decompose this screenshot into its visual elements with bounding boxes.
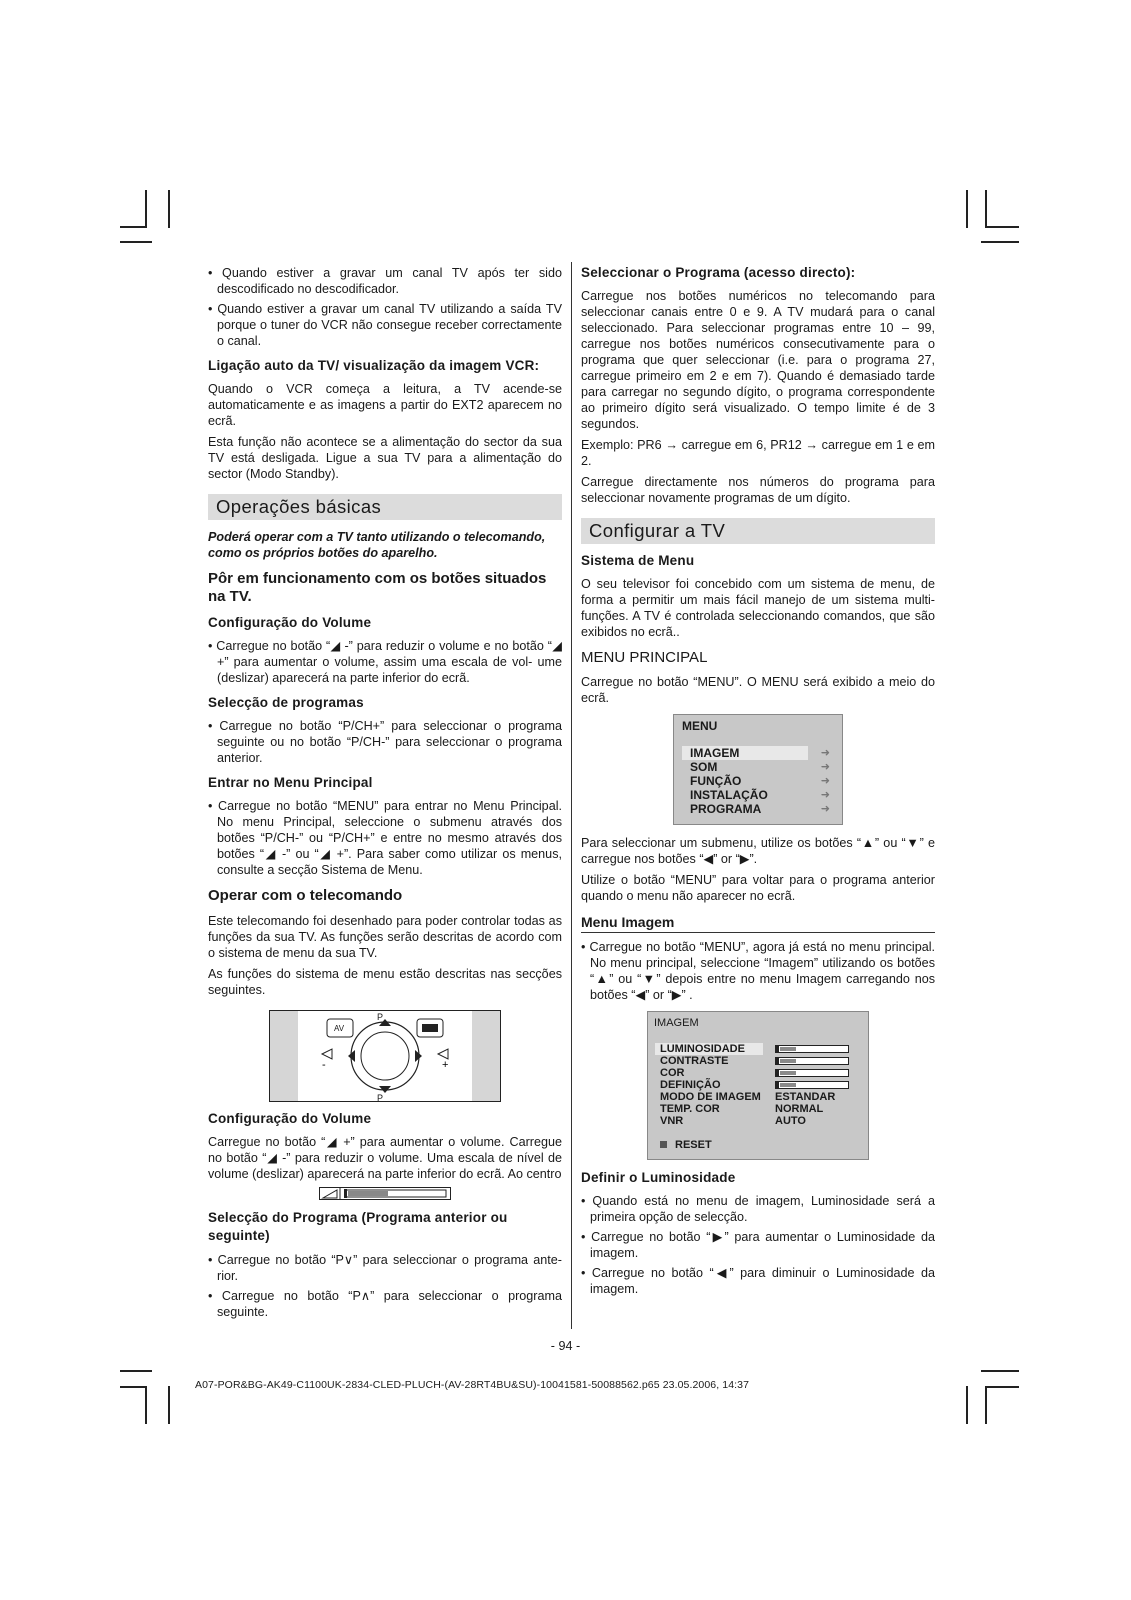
image-menu-label: DEFINIÇÃO [660, 1079, 721, 1091]
reset-row [648, 1137, 868, 1153]
remote-paragraph: As funções do sistema de menu estão descritas nas secções seguintes. [208, 967, 562, 997]
crop-mark [120, 241, 152, 243]
menu-item-instalacao [682, 788, 830, 802]
menu-title: MENU [682, 719, 718, 733]
image-menu-value: AUTO [775, 1115, 806, 1127]
list-item: • Carregue no botão “◀” para diminuir o Luminosidade da imagem. [581, 1266, 935, 1296]
column-divider [571, 262, 572, 1329]
image-menu-illustration [647, 1011, 869, 1160]
menu-item-label: FUNÇÃO [690, 774, 742, 788]
programs-heading: Selecção de programas [208, 695, 364, 710]
remote-heading: Operar com o telecomando [208, 887, 403, 904]
crop-mark [120, 1386, 146, 1388]
level-slider [775, 1057, 849, 1065]
program-select-heading: Selecção do Programa (Programa anterior ou seguinte) [208, 1210, 508, 1243]
list-item: • Carregue no botão “MENU” para entrar no Menu Principal. No menu Principal, seleccione o submenu através dos botões “P/CH-” ou “P/CH+” e entre no mesmo através dos botões “◢ -” ou “◢ +”. Para saber como utilizar os menus, consulte a secção Sistema de Menu. [208, 799, 562, 877]
image-menu-label: CONTRASTE [660, 1055, 729, 1067]
slider-fill [780, 1071, 796, 1075]
slider-knob [776, 1081, 779, 1089]
page-number: - 94 - [550, 1339, 581, 1353]
image-menu-row [648, 1091, 868, 1103]
slider-fill [780, 1059, 796, 1063]
file-info: A07-POR&BG-AK49-C1100UK-2834-CLED-PLUCH-(AV-28RT4BU&SU)-10041581-50088562.p65 23.05.2006, 14:37 [195, 1379, 750, 1391]
menu-item-label: SOM [690, 760, 718, 774]
intro-text: Poderá operar com a TV tanto utilizando o telecomando, como os próprios botões do aparelho. [208, 530, 546, 560]
submenu-paragraph: Para seleccionar um submenu, utilize os botões “▲” ou “▼” e carregue nos botões “◀” or “▶”. [581, 836, 935, 866]
crop-mark [985, 190, 987, 228]
image-menu-row [648, 1043, 868, 1055]
slider-knob [776, 1045, 779, 1053]
main-menu-illustration [673, 714, 843, 825]
crop-mark [985, 1386, 1019, 1388]
volume-scale [319, 1187, 451, 1200]
crop-mark [981, 1370, 1019, 1372]
vcr-paragraph: Quando o VCR começa a leitura, a TV acende-se automaticamente e as imagens a partir do EXT2 aparecem no ecrã. [208, 382, 562, 428]
image-menu-label: TEMP. COR [660, 1103, 720, 1115]
crop-mark [145, 190, 147, 228]
crop-mark [168, 190, 170, 228]
submenu-paragraph: Utilize o botão “MENU” para voltar para o programa anterior quando o menu não aparecer no ecrã. [581, 873, 935, 903]
menu-item-funcao [682, 774, 830, 788]
list-item: • Quando está no menu de imagem, Luminosidade será a primeira opção de selecção. [581, 1194, 935, 1224]
menu-item-label: INSTALAÇÃO [690, 788, 768, 802]
level-slider [775, 1045, 849, 1053]
slider-fill [780, 1083, 796, 1087]
vcr-heading: Ligação auto da TV/ visualização da imagem VCR: [208, 358, 540, 373]
remote-dpad-icon [270, 1011, 500, 1101]
direct-access-heading: Seleccionar o Programa (acesso directo): [581, 265, 856, 280]
image-menu-label: COR [660, 1067, 685, 1079]
slider-fill [780, 1047, 796, 1051]
buttons-heading: Pôr em funcionamento com os botões situados na TV. [208, 570, 547, 605]
crop-mark [145, 1386, 147, 1424]
menu-item-imagem [682, 746, 830, 760]
remote-p-up-label: P [377, 1012, 384, 1022]
image-menu-row [648, 1079, 868, 1091]
volume-scale-icon [320, 1188, 450, 1199]
slider-knob [776, 1057, 779, 1065]
remote-p-down-label: P [377, 1093, 384, 1103]
volume-heading: Configuração do Volume [208, 615, 372, 630]
level-slider [775, 1081, 849, 1089]
vcr-paragraph: Esta função não acontece se a alimentação do sector da sua TV está desligada. Ligue a sua TV para a alimentação do sector (Modo Standby). [208, 435, 562, 481]
menu-imagem-heading: Menu Imagem [581, 914, 935, 933]
list-item: • Carregue no botão “P/CH+” para seleccionar o programa seguinte ou no botão “P/CH-” para seleccionar o programa anterior. [208, 719, 562, 765]
image-menu-label: LUMINOSIDADE [655, 1043, 763, 1055]
crop-mark [985, 1386, 987, 1424]
remote-av-label: AV [334, 1024, 345, 1033]
arrow-right-icon: ➜ [820, 789, 830, 801]
section-title-configurar: Configurar a TV [581, 518, 935, 544]
menu-item-programa [682, 802, 830, 816]
section-title-operacoes: Operações básicas [208, 494, 562, 520]
menu-system-heading: Sistema de Menu [581, 553, 695, 568]
image-menu-title: IMAGEM [654, 1017, 699, 1029]
arrow-right-icon: ➜ [820, 803, 830, 815]
reset-label: RESET [675, 1139, 712, 1151]
list-item: • Carregue no botão “▶” para aumentar o Luminosidade da imagem. [581, 1230, 935, 1260]
list-item: • Quando estiver a gravar um canal TV após ter sido descodificado no descodificador. [208, 266, 562, 296]
direct-paragraph: Carregue nos botões numéricos no telecomando para seleccionar canais entre 0 e 9. A TV mudará para o canal seleccionado. Para seleccionar programas entre 10 – 99, carregue nos botões numéricos consecutivamente para o programa que quer seleccionar (i.e. para o programa 27, carregue primeiro em 2 e em 7). Quando é demasiado tarde para carregar no segundo dígito, o programa correspondente ao primeiro dígito será visualizado. O tempo limite é de 3 segundos. [581, 289, 935, 431]
menu-system-paragraph: O seu televisor foi concebido com um sistema de menu, de forma a permitir um mais fácil manejo de um sistema multi- funções. A TV é controlada seleccionando comandos, que são exibidos no ecrã.. [581, 577, 935, 639]
menu-item-som [682, 760, 830, 774]
image-menu-row [648, 1115, 868, 1127]
crop-mark [120, 226, 146, 228]
volume2-paragraph: Carregue no botão “◢ +” para aumentar o volume. Carregue no botão “◢ -” para reduzir o volume. Uma escala de nível de volume (deslizar) aparecerá na parte inferior do ecrã. Ao centro [208, 1135, 562, 1181]
svg-text:+: + [442, 1059, 449, 1071]
remote-paragraph: Este telecomando foi desenhado para poder controlar todas as funções da sua TV. As funções serão descritas de acordo com o sistema de menu da sua TV. [208, 914, 562, 960]
right-column [581, 265, 935, 1301]
svg-text:-: - [322, 1059, 326, 1071]
arrow-right-icon: ➜ [820, 775, 830, 787]
image-menu-row [648, 1067, 868, 1079]
level-slider [775, 1069, 849, 1077]
arrow-right-icon: ➜ [820, 761, 830, 773]
image-menu-value: ESTANDAR [775, 1091, 836, 1103]
menu-item-label: PROGRAMA [690, 802, 762, 816]
image-menu-value: NORMAL [775, 1103, 824, 1115]
crop-mark [981, 241, 1019, 243]
slider-knob [776, 1069, 779, 1077]
list-item: • Carregue no botão “P∨” para seleccionar o programa ante- rior. [208, 1253, 562, 1283]
arrow-right-icon: ➜ [820, 747, 830, 759]
image-menu-row [648, 1055, 868, 1067]
crop-mark [966, 1386, 968, 1424]
left-column [208, 265, 562, 1324]
direct-paragraph: Exemplo: PR6 → carregue em 6, PR12 → carregue em 1 e em 2. [581, 438, 935, 468]
square-icon [660, 1141, 667, 1148]
luminosity-heading: Definir o Luminosidade [581, 1170, 736, 1185]
menu-item-label: IMAGEM [690, 746, 740, 760]
crop-mark [985, 226, 1019, 228]
crop-mark [120, 1370, 152, 1372]
list-item: • Carregue no botão “MENU”, agora já está no menu principal. No menu principal, seleccione “Imagem” utilizando os botões “▲” ou “▼” depois entre no menu Imagem carregando nos botões “◀” or “▶” . [581, 940, 935, 1002]
volume2-heading: Configuração do Volume [208, 1111, 372, 1126]
crop-mark [168, 1386, 170, 1424]
crop-mark [966, 190, 968, 228]
direct-paragraph: Carregue directamente nos números do programa para seleccionar novamente programas de um dígito. [581, 475, 935, 505]
image-menu-label: MODO DE IMAGEM [660, 1091, 761, 1103]
main-menu-heading: Entrar no Menu Principal [208, 775, 373, 790]
menu-principal-heading: MENU PRINCIPAL [581, 649, 708, 666]
list-item: • Carregue no botão “P∧” para seleccionar o programa seguinte. [208, 1289, 562, 1319]
image-menu-label: VNR [660, 1115, 684, 1127]
menu-principal-paragraph: Carregue no botão “MENU”. O MENU será exibido a meio do ecrã. [581, 675, 935, 705]
image-menu-row [648, 1103, 868, 1115]
remote-illustration [269, 1010, 501, 1102]
list-item: • Carregue no botão “◢ -” para reduzir o volume e no botão “◢ +” para aumentar o volume, assim uma escala de vol- ume (deslizar) aparecerá na parte inferior do ecrã. [208, 639, 562, 685]
list-item: • Quando estiver a gravar um canal TV utilizando a saída TV porque o tuner do VCR não consegue receber correctamente o canal. [208, 302, 562, 348]
